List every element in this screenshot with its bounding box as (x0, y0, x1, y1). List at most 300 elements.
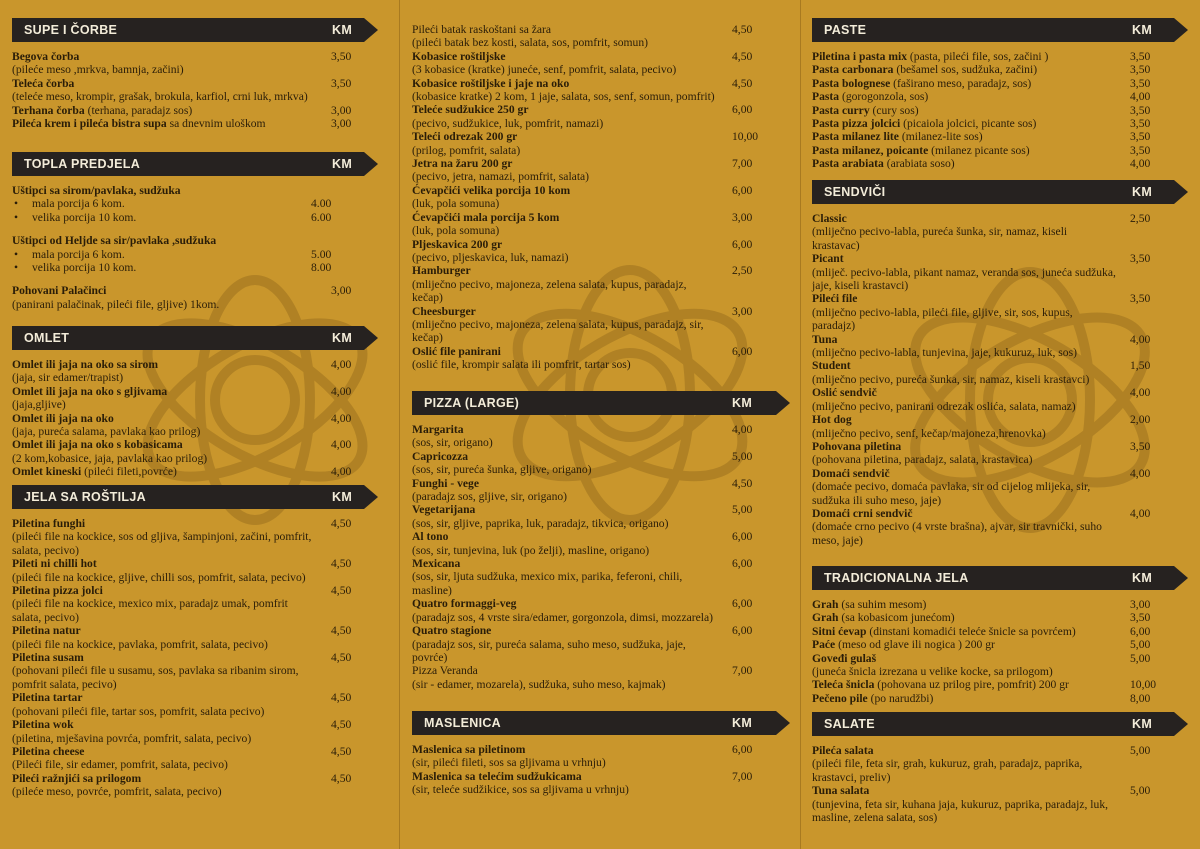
item-description: (bešamel sos, sudžuka, začini) (896, 63, 1038, 77)
menu-item (12, 557, 364, 584)
menu-section (12, 485, 364, 799)
item-description: (mliječno pecivo, senf, kečap/majoneza,hrenovka) (812, 426, 1046, 440)
menu-item (412, 770, 776, 797)
item-name: Paće (812, 638, 836, 652)
menu-item (12, 651, 364, 691)
item-price: 5,00 (1130, 638, 1151, 652)
item-description: (sos, sir, pureća šunka, gljive, origano) (412, 463, 592, 477)
item-description: (sa suhim mesom) (841, 598, 927, 611)
menu-item (812, 117, 1174, 130)
item-price: 5,00 (1130, 784, 1151, 798)
item-name: Pizza Veranda (412, 664, 478, 678)
item-price: 4,50 (331, 771, 352, 785)
item-description: (sos, sir, ljuta sudžuka, mexico mix, parika, feferoni, chili, masline) (412, 570, 683, 597)
item-price: 3,50 (1130, 76, 1151, 90)
item-name: Grah (812, 611, 839, 625)
item-price: 4,00 (1130, 157, 1151, 171)
item-name: Hot dog (812, 413, 852, 427)
item-description: (pecivo, pljeskavica, luk, namazi) (412, 250, 569, 264)
item-price: 3,00 (331, 103, 352, 117)
menu-item (412, 624, 776, 664)
item-name: Domaći sendvič (812, 466, 890, 480)
item-price: 3,00 (331, 284, 352, 298)
item-price: 7,00 (732, 664, 753, 678)
menu-item (412, 264, 776, 304)
menu-item (812, 157, 1174, 170)
item-name: Pasta (812, 90, 840, 104)
item-price: 2,50 (1130, 212, 1151, 225)
fold-line (399, 0, 400, 849)
item-price: 3,50 (1130, 611, 1151, 625)
item-price: 4,50 (732, 49, 753, 63)
item-description: (milanez picante sos) (931, 143, 1030, 157)
section-header (812, 566, 1174, 590)
item-price: 3,50 (1130, 130, 1151, 144)
item-name: Pasta arabiata (812, 157, 884, 171)
currency-label: KM (332, 23, 353, 37)
menu-section (812, 180, 1174, 547)
item-description: (pecivo, sudžukice, luk, pomfrit, namazi) (412, 116, 604, 130)
item-name: Kobasice roštiljske i jaje na oko (412, 76, 570, 90)
menu-item (812, 212, 1174, 252)
currency-label: KM (332, 490, 353, 504)
section-header (812, 180, 1174, 204)
menu-item (812, 598, 1174, 611)
item-price: 4,50 (331, 517, 352, 530)
portion-option (12, 197, 364, 210)
item-name: Classic (812, 212, 847, 225)
item-price: 4,00 (1130, 506, 1151, 520)
menu-item (12, 184, 364, 197)
item-description: (domaće crno pecivo (4 vrste brašna), ajvar, sir travnički, suho meso, jaje) (812, 520, 1102, 547)
item-description: (luk, pola somuna) (412, 224, 500, 238)
menu-item (12, 358, 364, 385)
menu-item (412, 477, 776, 504)
item-description: (3 kobasice (kratke) juneće, senf, pomfrit, salata, pecivo) (412, 63, 677, 77)
item-description: mala porcija 6 kom. (32, 197, 125, 211)
section-title: TOPLA PREDJELA (24, 157, 141, 171)
item-price: 6,00 (732, 530, 753, 544)
item-price: 7,00 (732, 157, 753, 171)
item-name: Quatro formaggi-veg (412, 597, 517, 611)
item-description: (paradajz sos, sir, pureća salama, suho meso, sudžuka, jaje, povrće) (412, 637, 686, 664)
item-price: 3,50 (1130, 103, 1151, 117)
item-name: Pileći ražnjići sa prilogom (12, 771, 142, 785)
item-price: 4,50 (732, 476, 753, 490)
item-name: Pohovana piletina (812, 439, 902, 453)
item-description: mala porcija 6 kom. (32, 247, 125, 261)
currency-label: KM (1132, 23, 1153, 37)
item-description: (teleće meso, krompir, grašak, brokula, karfiol, crni luk, mrkva) (12, 90, 308, 104)
item-name: Oslić sendvič (812, 386, 877, 400)
item-description: (sir - edamer, mozarela), sudžuka, suho meso, kajmak) (412, 677, 666, 691)
menu-section (812, 18, 1174, 171)
item-description: (pasta, pileći file, sos, začini ) (909, 50, 1049, 63)
item-price: 3,00 (331, 117, 352, 131)
item-name: Tuna (812, 332, 838, 346)
menu-item (412, 597, 776, 624)
section-header (412, 391, 776, 415)
item-description: (milanez-lite sos) (901, 130, 983, 144)
item-price: 4,50 (732, 23, 753, 36)
menu-item (412, 77, 776, 104)
menu-item (412, 50, 776, 77)
menu-item (812, 413, 1174, 440)
item-price: 4,00 (1130, 332, 1151, 346)
item-description: (jaja, pureća salama, pavlaka kao prilog) (12, 425, 201, 439)
menu-item (812, 50, 1174, 63)
menu-item (12, 77, 364, 104)
menu-section (812, 566, 1174, 705)
item-name: Pasta bolognese (812, 76, 891, 90)
menu-item (412, 130, 776, 157)
item-name: Pileći file (812, 292, 858, 306)
menu-item (812, 130, 1174, 143)
item-description: (piletina, mješavina povrća, pomfrit, salata, pecivo) (12, 731, 252, 745)
item-price: 5,00 (732, 503, 753, 517)
item-description: (sa kobasicom junećom) (841, 611, 955, 625)
menu-item (812, 144, 1174, 157)
menu-item (12, 412, 364, 439)
section-header (12, 152, 364, 176)
item-description: (sos, sir, gljive, paprika, luk, paradajz, tikvica, origano) (412, 516, 669, 530)
menu-item (412, 743, 776, 770)
item-description: (cury sos) (872, 103, 919, 117)
item-description: (gorogonzola, sos) (841, 90, 929, 104)
item-name: Al tono (412, 530, 449, 544)
item-name: Piletina natur (12, 624, 81, 638)
item-description: (paradajz sos, gljive, sir, origano) (412, 490, 568, 504)
item-price: 3,50 (1130, 63, 1151, 77)
item-description: (dinstani komadići teleće šnicle sa povrćem) (869, 624, 1076, 638)
menu-item (812, 63, 1174, 76)
item-name: Kobasice roštiljske (412, 49, 506, 63)
section-title: PIZZA (LARGE) (424, 396, 520, 410)
item-name: Student (812, 359, 851, 373)
portion-option (12, 211, 364, 224)
item-description: (oslić file, krompir salata ili pomfrit, tartar sos) (412, 358, 631, 372)
item-description: (sos, sir, tunjevina, luk (po želji), masline, origano) (412, 543, 650, 557)
item-price: 6,00 (732, 557, 753, 571)
item-description: (pohovani pileći file, tartar sos, pomfrit, salata pecivo) (12, 704, 265, 718)
menu-item (812, 386, 1174, 413)
item-name: Piletina susam (12, 651, 84, 665)
section-header (12, 326, 364, 350)
item-name: Piletina cheese (12, 744, 85, 758)
menu-section (12, 152, 364, 311)
item-description: (panirani palačinak, pileći file, gljive) 1kom. (12, 297, 220, 311)
item-name: Pileći batak raskoštani sa žara (412, 23, 552, 36)
menu-item (12, 234, 364, 247)
item-description: (2 kom,kobasice, jaja, pavlaka kao prilog) (12, 451, 208, 465)
menu-item (812, 333, 1174, 360)
item-description: (juneća šnicla izrezana u velike kocke, sa prilogom) (812, 665, 1053, 679)
item-price: 8,00 (1130, 691, 1151, 705)
item-description: (pileći file na kockice, mexico mix, paradajz umak, pomfrit salata, pecivo) (12, 597, 288, 624)
menu-item (812, 784, 1174, 824)
item-description: (meso od glave ili nogica ) 200 gr (838, 638, 995, 652)
item-description: (Pileći file, sir edamer, pomfrit, salata, pecivo) (12, 758, 228, 772)
menu-item (812, 744, 1174, 784)
menu-item (12, 745, 364, 772)
item-name: Piletina tartar (12, 691, 83, 705)
item-description: (mliječno pecivo, panirani odrezak oslića, salata, namaz) (812, 399, 1076, 413)
item-price: 3,00 (732, 210, 753, 224)
item-description: (po narudžbi) (870, 691, 934, 705)
item-name: Margarita (412, 423, 464, 436)
section-title: SUPE I ČORBE (24, 23, 118, 37)
item-description: (paradajz sos, 4 vrste sira/edamer, gorgonzola, dimsi, mozzarela) (412, 610, 713, 624)
menu-item (812, 292, 1174, 332)
item-description: (pohovana uz prilog pire, pomfrit) 200 gr (877, 678, 1069, 692)
menu-item (412, 557, 776, 597)
item-price: 4,50 (331, 584, 352, 598)
menu-item (412, 211, 776, 238)
item-price: 3,50 (331, 76, 352, 90)
menu-item (12, 438, 364, 465)
item-price: 3,50 (1130, 292, 1151, 306)
item-description: (prilog, pomfrit, salata) (412, 143, 521, 157)
item-name: Domaći crni sendvič (812, 506, 913, 520)
item-name: Uštipci od Heljde sa sir/pavlaka ,sudžuka (12, 234, 217, 248)
menu-item (412, 305, 776, 345)
menu-item (412, 503, 776, 530)
item-description: (pileći fileti,povrće) (84, 465, 177, 479)
item-description: (pileći file, feta sir, grah, kukuruz, grah, paradajz, paprika, krastavci, preliv) (812, 757, 1083, 784)
item-price: 4.00 (311, 197, 332, 211)
item-description: (pileći file na kockice, gljive, chilli sos, pomfrit, salata, pecivo) (12, 570, 306, 584)
menu-item (412, 23, 776, 50)
menu-section (412, 23, 776, 372)
menu-item (812, 77, 1174, 90)
section-title: SENDVIČI (824, 185, 886, 199)
section-header (412, 711, 776, 735)
menu-item (412, 184, 776, 211)
menu-item (812, 652, 1174, 679)
menu-item (812, 678, 1174, 691)
menu-item (412, 450, 776, 477)
item-description: sa dnevnim uloškom (169, 117, 266, 131)
item-name: Pasta milanez, poicante (812, 143, 929, 157)
item-name: Tuna salata (812, 784, 870, 798)
menu-item (812, 252, 1174, 292)
menu-item (12, 718, 364, 745)
menu-item (812, 440, 1174, 467)
item-price: 5,00 (732, 449, 753, 463)
item-name: Hamburger (412, 264, 471, 278)
menu-item (812, 90, 1174, 103)
menu-item (12, 385, 364, 412)
currency-label: KM (1132, 185, 1153, 199)
menu-item (412, 345, 776, 372)
section-header (812, 712, 1174, 736)
item-price: 3,00 (1130, 598, 1151, 611)
item-description: (mliječno pecivo-labla, tunjevina, jaje, kukuruz, luk, sos) (812, 346, 1077, 360)
item-name: Teleće sudžukice 250 gr (412, 103, 529, 117)
item-name: Oslić file panirani (412, 344, 501, 358)
item-price: 5,00 (1130, 651, 1151, 665)
item-description: (terhana, paradajz sos) (87, 103, 193, 117)
item-name: Mexicana (412, 557, 461, 571)
menu-item (412, 157, 776, 184)
section-title: TRADICIONALNA JELA (824, 571, 969, 585)
item-name: Cheesburger (412, 304, 476, 318)
item-name: Maslenica sa piletinom (412, 743, 526, 756)
menu-item (12, 772, 364, 799)
item-name: Pasta milanez lite (812, 130, 899, 144)
item-name: Omlet ili jaja na oko (12, 411, 114, 425)
item-price: 4,00 (331, 438, 352, 452)
item-price: 6,00 (1130, 624, 1151, 638)
item-name: Pljeskavica 200 gr (412, 237, 503, 251)
section-header (812, 18, 1174, 42)
item-price: 10,00 (1130, 678, 1157, 692)
menu-item (812, 467, 1174, 507)
currency-label: KM (1132, 571, 1153, 585)
item-description: velika porcija 10 kom. (32, 261, 137, 275)
menu-item (12, 584, 364, 624)
item-description: (sir, pileći fileti, sos sa gljivama u vrhnju) (412, 756, 606, 770)
item-price: 4,00 (331, 384, 352, 398)
currency-label: KM (332, 157, 353, 171)
item-description: (jaja,gljive) (12, 398, 66, 412)
item-name: Omlet ili jaja na oko s kobasicama (12, 438, 183, 452)
item-price: 4,00 (331, 411, 352, 425)
item-description: (pileći file na kockice, pavlaka, pomfrit, salata, pecivo) (12, 637, 268, 651)
menu-item (12, 691, 364, 718)
menu-item (812, 638, 1174, 651)
item-price: 3,50 (1130, 143, 1151, 157)
item-description: (pecivo, jetra, namazi, pomfrit, salata) (412, 170, 590, 184)
fold-line (800, 0, 801, 849)
item-description: (pileći file na kockice, sos od gljiva, šampinjoni, začini, pomfrit, salata, pecivo) (12, 530, 312, 557)
item-description: (domaće pecivo, domaća pavlaka, sir od cijelog mlijeka, sir, sudžuka ili suho meso, jaje) (812, 480, 1091, 507)
item-price: 4,50 (331, 557, 352, 571)
currency-label: KM (732, 716, 753, 730)
section-header (12, 18, 364, 42)
item-price: 4,50 (331, 744, 352, 758)
menu-item (412, 423, 776, 450)
menu-section (812, 712, 1174, 824)
item-name: Omlet ili jaja na oko s gljivama (12, 384, 168, 398)
item-description: (picaiola jolcici, picante sos) (903, 117, 1037, 131)
item-price: 10,00 (732, 130, 759, 144)
item-description: (mliječno pecivo-labla, pileći file, gljive, sir, sos, kupus, paradajz) (812, 305, 1073, 333)
menu-item (812, 507, 1174, 547)
item-price: 2,50 (732, 264, 753, 278)
item-name: Picant (812, 252, 844, 266)
item-description: velika porcija 10 kom. (32, 210, 137, 224)
menu-item (412, 530, 776, 557)
item-name: Capricozza (412, 449, 469, 463)
menu-section (12, 18, 364, 130)
item-name: Pileti ni chilli hot (12, 557, 97, 571)
item-name: Begova čorba (12, 50, 80, 63)
item-price: 3,50 (1130, 439, 1151, 453)
section-title: PASTE (824, 23, 867, 37)
item-description: (mliječ. pecivo-labla, pikant namaz, veranda sos, juneća sudžuka, jaje, kiseli krastavci) (812, 265, 1116, 293)
item-name: Uštipci sa sirom/pavlaka, sudžuka (12, 184, 181, 197)
item-name: Pohovani Palačinci (12, 284, 107, 298)
item-price: 6,00 (732, 183, 753, 197)
item-description: (mliječno pecivo, pureća šunka, sir, namaz, kiseli krastavci) (812, 372, 1090, 386)
item-description: (pohovani pileći file u susamu, sos, pavlaka sa ribanim sirom, pomfrit salata, pecivo) (12, 664, 299, 691)
item-price: 4,00 (331, 465, 352, 479)
item-description: (arabiata soso) (886, 157, 955, 171)
item-price: 3,50 (331, 50, 352, 63)
item-name: Jetra na žaru 200 gr (412, 157, 513, 171)
item-name: Quatro stagione (412, 624, 492, 638)
item-name: Pečeno pile (812, 691, 868, 705)
menu-item (12, 624, 364, 651)
item-price: 4,00 (732, 423, 753, 436)
item-price: 4,50 (331, 624, 352, 638)
item-description: (pileće meso, povrće, pomfrit, salata, pecivo) (12, 785, 222, 799)
item-price: 6,00 (732, 743, 753, 756)
item-description: (faširano meso, paradajz, sos) (893, 76, 1032, 90)
item-name: Maslenica sa telećim sudžukicama (412, 769, 582, 783)
item-price: 4,00 (1130, 90, 1151, 104)
item-name: Pasta pizza jolcici (812, 117, 901, 131)
section-title: OMLET (24, 331, 70, 345)
item-description: (mliječno pecivo, majoneza, zelena salata, kupus, paradajz, kečap) (412, 277, 687, 305)
currency-label: KM (332, 331, 353, 345)
item-name: Sitni ćevap (812, 624, 867, 638)
item-price: 3,50 (1130, 50, 1151, 63)
item-name: Piletina wok (12, 718, 74, 732)
item-description: (kobasice kratke) 2 kom, 1 jaje, salata, sos, senf, somun, pomfrit) (412, 90, 715, 104)
item-name: Piletina funghi (12, 517, 86, 530)
item-name: Piletina i pasta mix (812, 50, 908, 63)
menu-item (812, 359, 1174, 386)
item-name: Piletina pizza jolci (12, 584, 103, 598)
menu-item (12, 465, 364, 478)
item-description: (sir, teleće sudžikice, sos sa gljivama u vrhnju) (412, 783, 629, 797)
menu-item (12, 50, 364, 77)
item-price: 7,00 (732, 769, 753, 783)
item-name: Pileća krem i pileća bistra supa (12, 117, 167, 131)
item-price: 6,00 (732, 624, 753, 638)
menu-item (812, 611, 1174, 624)
menu-section (412, 711, 776, 797)
item-price: 3,50 (1130, 117, 1151, 131)
item-name: Ćevapčići mala porcija 5 kom (412, 210, 560, 224)
item-price: 6,00 (732, 344, 753, 358)
item-price: 2,00 (1130, 413, 1151, 427)
item-name: Teleća čorba (12, 76, 75, 90)
menu-section (12, 326, 364, 479)
menu-item (412, 103, 776, 130)
item-price: 4,00 (1130, 386, 1151, 400)
item-price: 6,00 (732, 237, 753, 251)
item-name: Teleća šnicla (812, 678, 875, 692)
item-price: 6,00 (732, 597, 753, 611)
item-description: (tunjevina, feta sir, kuhana jaja, kukuruz, paprika, paradajz, luk, masline, zelena salata, sos) (812, 797, 1109, 825)
menu-item (812, 104, 1174, 117)
menu-item (12, 284, 364, 311)
item-price: 4,00 (331, 358, 352, 371)
section-title: JELA SA ROŠTILJA (24, 490, 146, 504)
item-name: Omlet kineski (12, 465, 82, 479)
item-name: Pileća salata (812, 744, 874, 757)
item-name: Vegetarijana (412, 503, 476, 517)
currency-label: KM (732, 396, 753, 410)
item-price: 5.00 (311, 247, 332, 261)
item-price: 6,00 (732, 103, 753, 117)
item-price: 4,50 (732, 76, 753, 90)
item-name: Terhana čorba (12, 103, 85, 117)
item-price: 4,50 (331, 651, 352, 665)
